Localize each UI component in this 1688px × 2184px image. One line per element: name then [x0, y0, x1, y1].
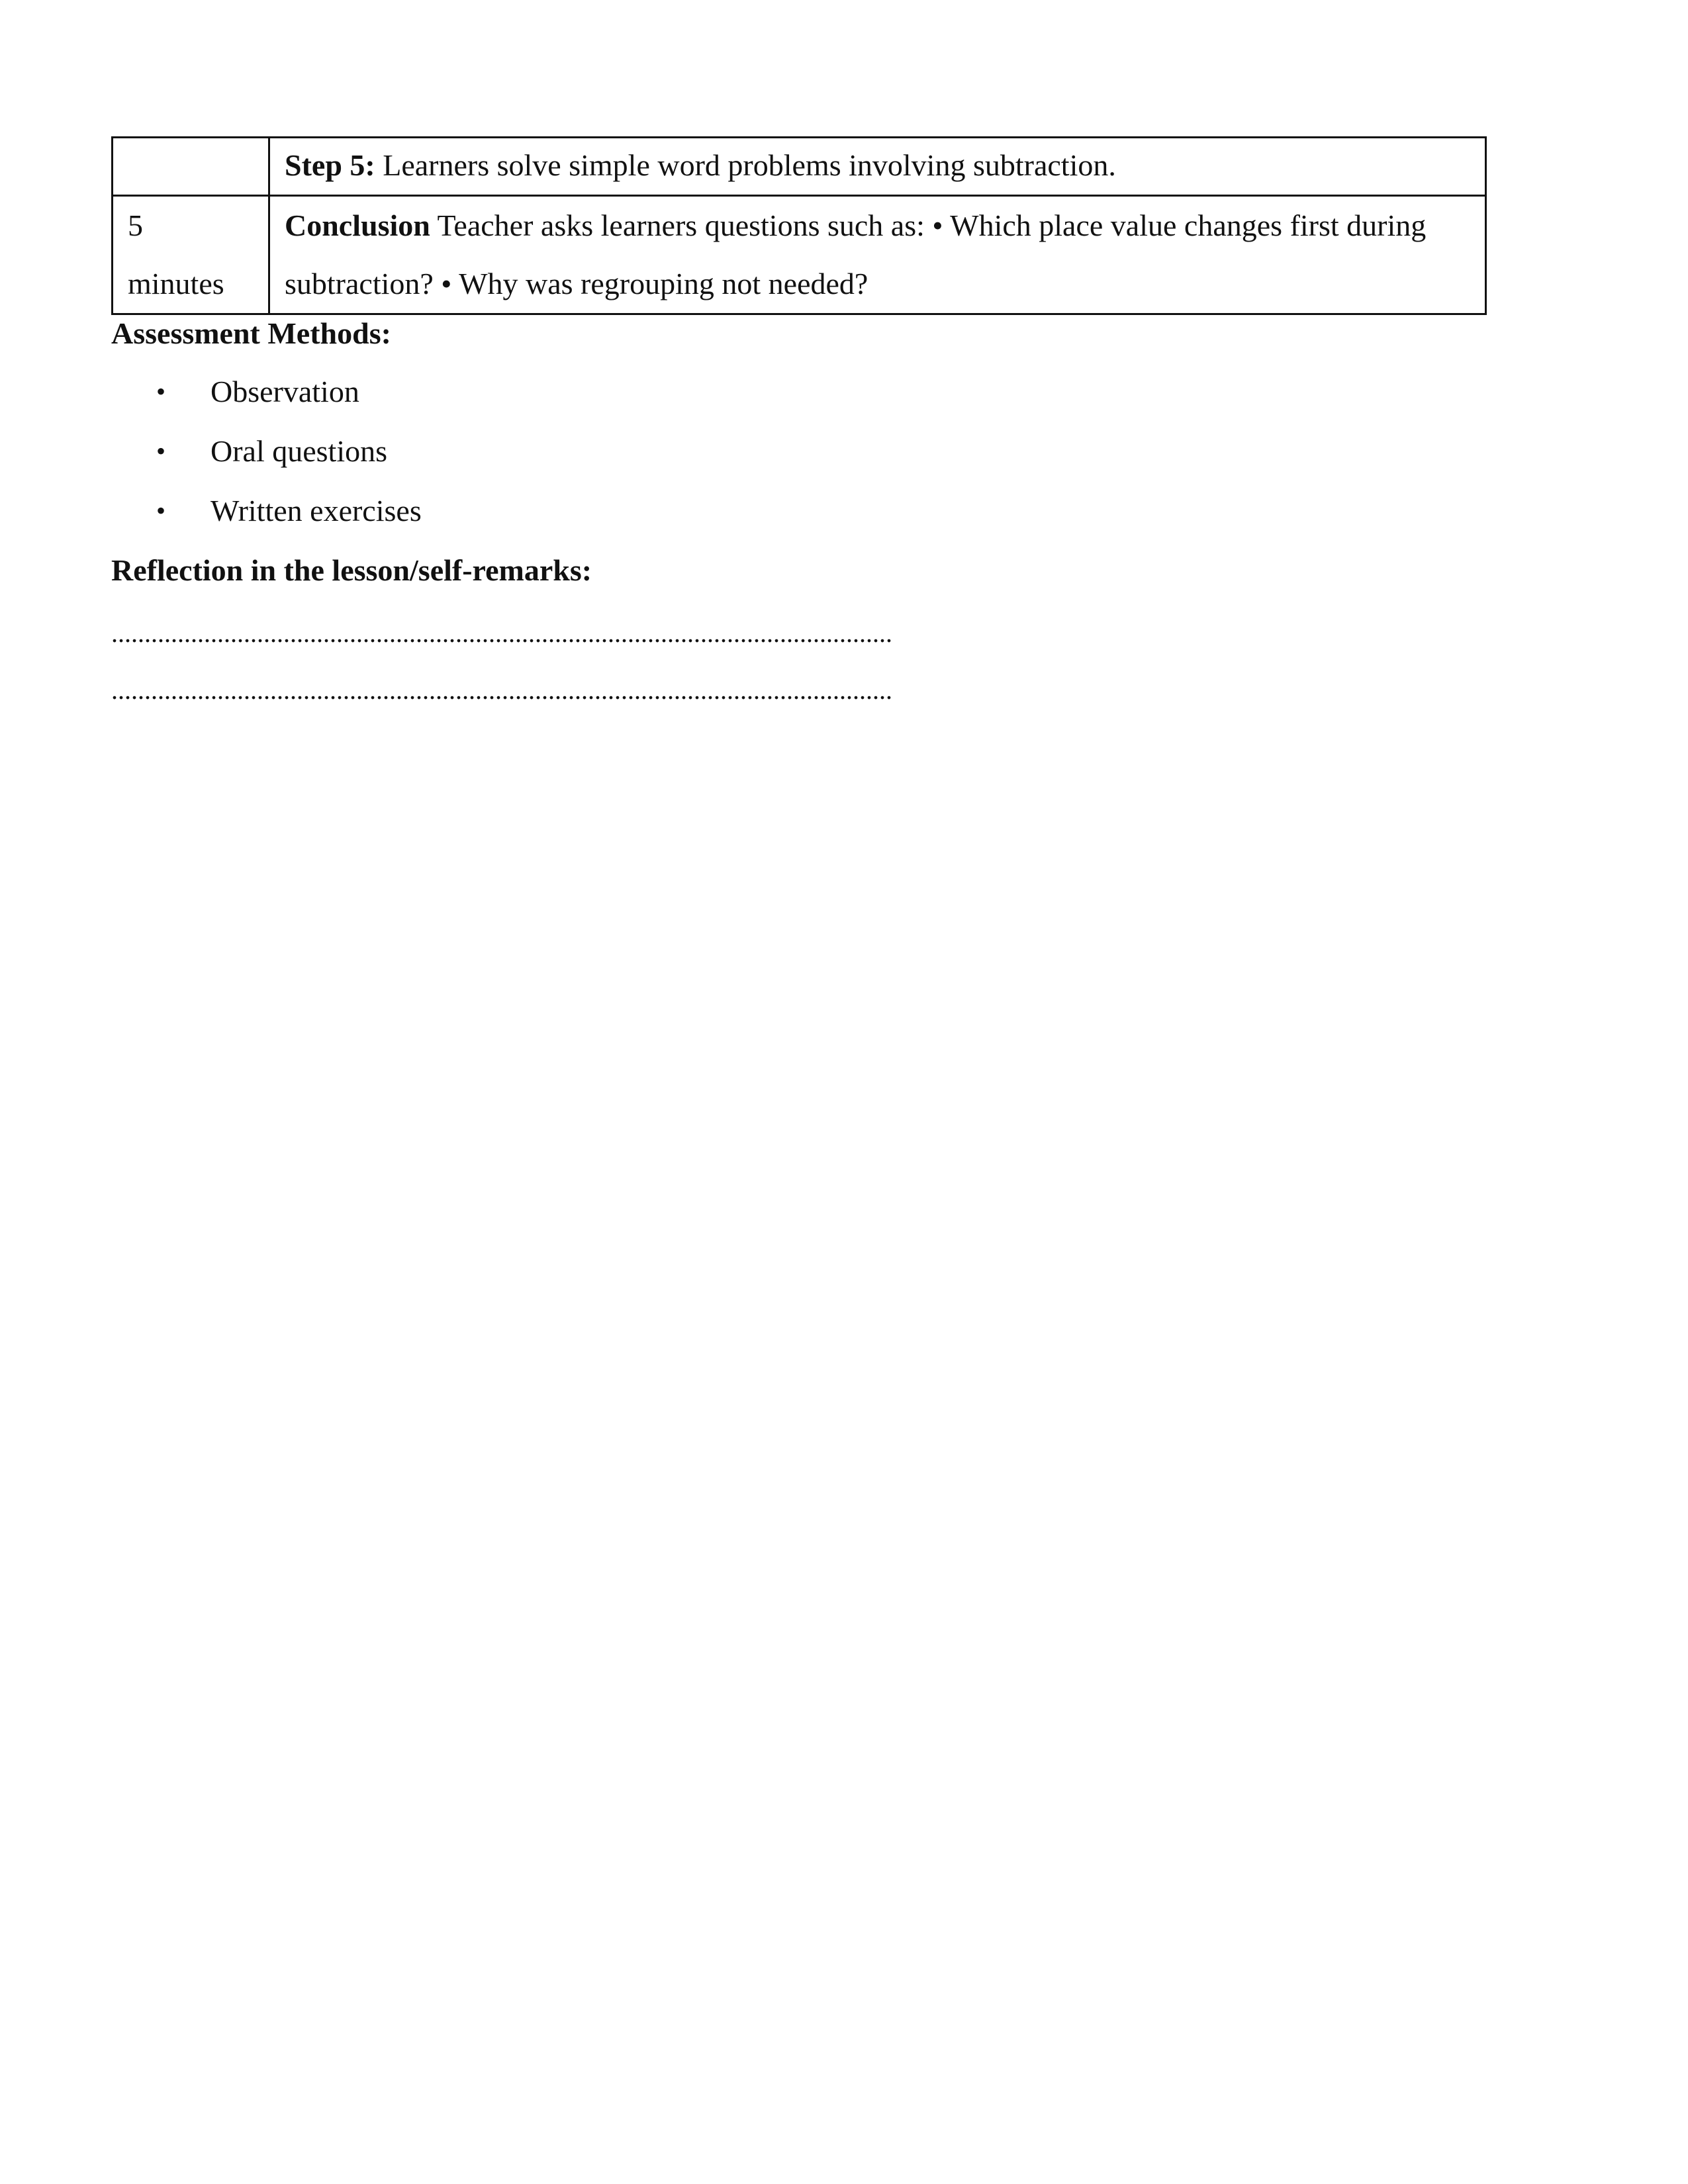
time-unit: minutes: [128, 267, 224, 300]
time-number: 5: [128, 208, 143, 242]
list-item-label: Observation: [211, 375, 359, 408]
activity-cell-step-5: [269, 138, 1486, 196]
table-row-step-5: [113, 138, 1486, 196]
time-cell-5-minutes: [113, 196, 269, 314]
bullet-icon: •: [156, 496, 166, 525]
conclusion-description: Teacher asks learners questions such as: • Which place value changes first during subtraction? • Why was regrouping not needed?: [285, 208, 1427, 300]
list-item-label: Written exercises: [211, 494, 422, 527]
bullet-icon: •: [156, 436, 166, 466]
table-row-conclusion: [113, 196, 1486, 314]
lesson-steps-table: [111, 136, 1487, 315]
conclusion-label: Conclusion: [285, 208, 430, 242]
list-item-label: Oral questions: [211, 434, 388, 468]
reflection-dotted-line-2: ......................................................................................................................: [111, 675, 892, 705]
bullet-icon: •: [156, 377, 166, 406]
step-description: Learners solve simple word problems involving subtraction.: [375, 148, 1116, 182]
activity-cell-conclusion: [269, 196, 1486, 314]
assessment-methods-heading: Assessment Methods:: [111, 316, 391, 350]
reflection-heading: Reflection in the lesson/self-remarks:: [111, 553, 592, 587]
time-cell-empty: [113, 138, 269, 196]
step-label: Step 5:: [285, 148, 375, 182]
reflection-dotted-line-1: ......................................................................................................................: [111, 618, 892, 648]
